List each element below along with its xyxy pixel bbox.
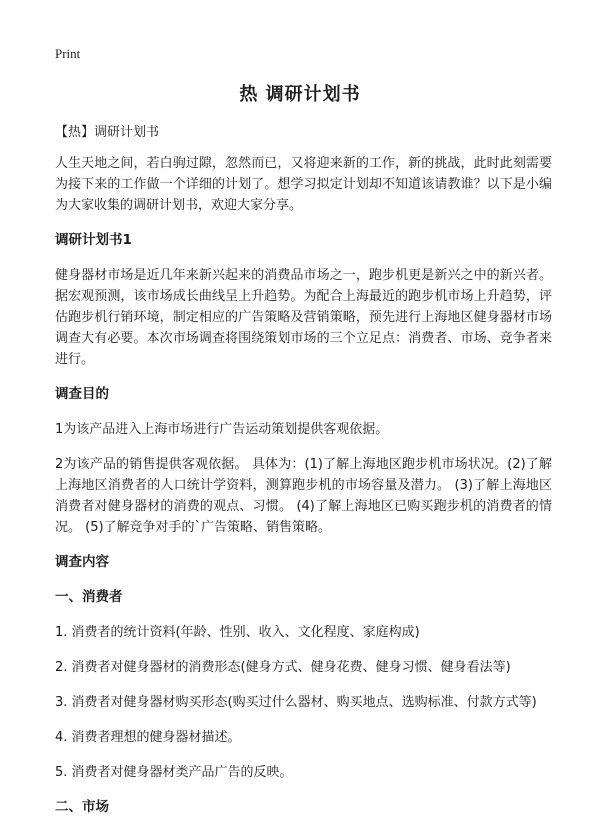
plan-1-paragraph: 健身器材市场是近几年来新兴起来的消费品市场之一，跑步机更是新兴之中的新兴者。据宏观预测，该市场成长曲线呈上升趋势。为配合上海最近的跑步机市场上升趋势，评估跑步机行销环境，制定相应的广告策略及营销策略，预先进行上海地区健身器材市场调查大有必要。本次市场调查将围绕策划市场的三个立足点：消费者、市场、竞争者来进行。 bbox=[55, 268, 552, 367]
consumer-item: 4. 消费者理想的健身器材描述。 bbox=[55, 730, 241, 745]
section-heading-content: 调查内容 bbox=[55, 554, 109, 570]
consumer-item: 2. 消费者对健身器材的消费形态(健身方式、健身花费、健身习惯、健身看法等) bbox=[55, 660, 511, 675]
consumer-item: 5. 消费者对健身器材类产品广告的反映。 bbox=[55, 765, 293, 780]
subsection-heading-market: 二、市场 bbox=[55, 799, 109, 815]
section-heading-plan-1: 调研计划书1 bbox=[55, 232, 132, 248]
consumer-item: 3. 消费者对健身器材购买形态(购买过什么器材、购买地点、选购标准、付款方式等) bbox=[55, 695, 537, 710]
page-title: 热 调研计划书 bbox=[239, 84, 361, 105]
subsection-heading-consumers: 一、消费者 bbox=[55, 589, 123, 605]
print-label[interactable]: Print bbox=[55, 46, 81, 61]
consumer-item: 1. 消费者的统计资料(年龄、性别、收入、文化程度、家庭构成) bbox=[55, 625, 420, 640]
document-body bbox=[55, 122, 552, 832]
purpose-item-2: 2为该产品的销售提供客观依据。 具体为：(1)了解上海地区跑步机市场状况。(2)了解上海地区消费者的人口统计学资料，测算跑步机的市场容量及潜力。 (3)了解上海地区消费者对健身器材的消费的观点、习惯。 (4)了解上海地区已购买跑步机的消费者的情况。 (5)了解竞争对手的`广告策略、销售策略。 bbox=[55, 457, 552, 535]
intro-paragraph: 人生天地之间，若白驹过隙，忽然而已，又将迎来新的工作，新的挑战，此时此刻需要为接下来的工作做一个详细的计划了。想学习拟定计划却不知道该请教谁？以下是小编为大家收集的调研计划书，欢迎大家分享。 bbox=[55, 156, 552, 213]
intro-subtitle: 【热】调研计划书 bbox=[55, 125, 160, 140]
purpose-item-1: 1为该产品进入上海市场进行广告运动策划提供客观依据。 bbox=[55, 422, 389, 437]
section-heading-purpose: 调查目的 bbox=[55, 386, 109, 402]
